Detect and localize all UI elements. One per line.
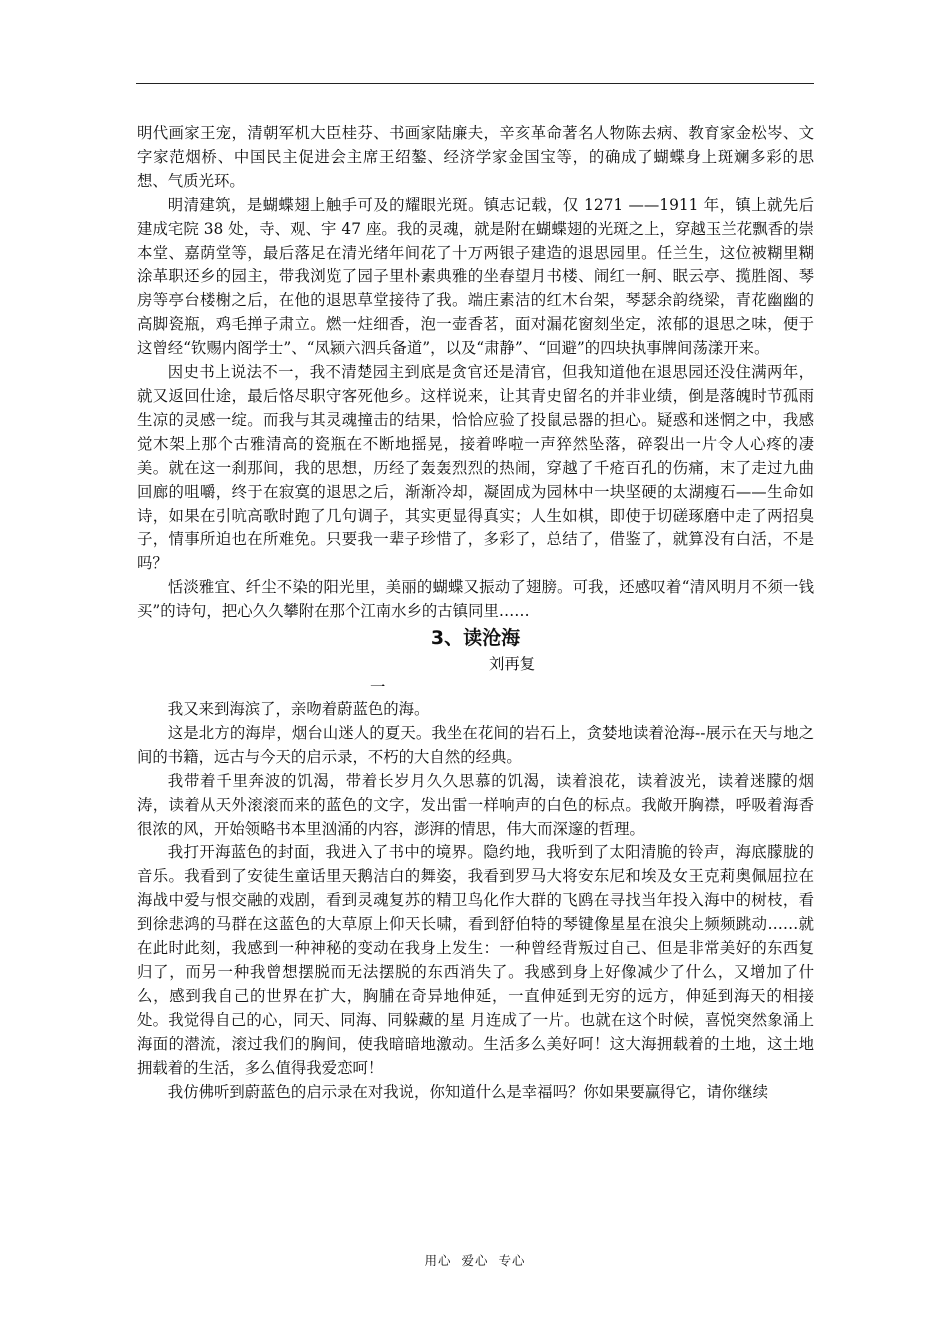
paragraph: 我又来到海滨了，亲吻着蔚蓝色的海。 <box>167 700 430 719</box>
part-number: 一 <box>370 678 386 697</box>
paragraph: 我打开海蓝色的封面，我进入了书中的境界。隐约地，我听到了太阳清脆的铃声，海底朦胧的音乐。我看到了安徒生童话里天鹅洁白的舞姿，我看到罗马大将安东尼和埃及女王克莉奥佩屈拉在海战中爱与恨交融的戏剧，看到灵魂复苏的精卫鸟化作大群的飞鸥在寻找当年投入海中的树枝，看到徐悲鸿的马群在这蓝色的大草原上仰天长啸，看到舒伯特的琴键像星星在浪尖上频频跳动……就在此时此刻，我感到一种神秘的变动在我身上发生：一种曾经背叛过自己、但是非常美好的东西复归了，而另一种我曾想摆脱而无法摆脱的东西消失了。我感到身上好像减少了什么，又增加了什么，感到我自己的世界在扩大，胸脯在奇异地伸延，一直伸延到无穷的远方，伸延到海天的相接处。我觉得自己的心，同天、同海、同躲藏的星 月连成了一片。也就在这个时候，喜悦突然象涌上海面的潜流，滚过我们的胸间，使我暗暗地激动。生活多么美好呵！这大海拥载着的土地，这土地拥载着的生活，多么值得我爱恋呵！ <box>137 843 814 1077</box>
section-title: 3、读沧海 <box>430 627 521 650</box>
page-footer: 用心 爱心 专心 <box>424 1253 526 1268</box>
paragraph: 这是北方的海岸，烟台山迷人的夏天。我坐在花间的岩石上，贪婪地读着沧海--展示在天与地之间的书籍，远古与今天的启示录，不朽的大自然的经典。 <box>137 723 814 766</box>
paragraph: 我带着千里奔波的饥渴，带着长岁月久久思慕的饥渴，读着浪花，读着波光，读着迷朦的烟涛，读着从天外滚滚而来的蓝色的文字，发出雷一样响声的白色的标点。我敞开胸襟，呼吸着海香很浓的风，开始领略书本里汹涌的内容，澎湃的情思，伟大而深邃的哲理。 <box>137 771 814 838</box>
paragraph: 明清建筑，是蝴蝶翅上触手可及的耀眼光斑。镇志记载，仅 1271 ——1911 年，镇上就先后建成宅院 38 处，寺、观、宇 47 座。我的灵魂，就是附在蝴蝶翅的光斑之上，穿越玉兰花飘香的崇本堂、嘉荫堂等，最后落足在清光绪年间花了十万两银子建造的退思园里。任兰生，这位被糊里糊涂革职还乡的园主，带我浏览了园子里朴素典雅的坐春望月书楼、闹红一舸、眠云亭、揽胜阁、琴房等亭台楼榭之后，在他的退思草堂接待了我。端庄素洁的红木台架，琴瑟余韵绕梁，青花幽幽的高脚瓷瓶，鸡毛掸子肃立。燃一炷细香，泡一壶香茗，面对漏花窗刻坐定，浓郁的退思之味，便于这曾经“钦赐内阁学士”、“凤颍六泗兵备道”，以及“肃静”、“回避”的四块执事牌间荡漾开来。 <box>137 195 814 358</box>
paragraph: 我仿佛听到蔚蓝色的启示录在对我说，你知道什么是幸福吗？你如果要赢得它，请你继续 <box>167 1082 769 1101</box>
paragraph-continuation: 明代画家王宠，清朝军机大臣桂芬、书画家陆廉夫，辛亥革命著名人物陈去病、教育家金松岑、文字家范烟桥、中国民主促进会主席王绍鏊、经济学家金国宝等，的确成了蝴蝶身上斑斓多彩的思想、气质光环。 <box>137 124 814 190</box>
header-rule <box>136 83 814 84</box>
paragraph: 恬淡雅宜、纤尘不染的阳光里，美丽的蝴蝶又振动了翅膀。可我，还感叹着“清风明月不须一钱买”的诗句，把心久久攀附在那个江南水乡的古镇同里…… <box>137 578 814 621</box>
author-name: 刘再复 <box>489 655 536 674</box>
document-body <box>137 122 814 1104</box>
paragraph: 因史书上说法不一，我不清楚园主到底是贪官还是清官，但我知道他在退思园还没住满两年，就又返回仕途，最后恪尽职守客死他乡。这样说来，让其青史留名的并非业绩，倒是落魄时节孤雨生凉的灵感一绽。而我与其灵魂撞击的结果，恰恰应验了投鼠忌器的担心。疑惑和迷惘之中，我感觉木架上那个古雅清高的瓷瓶在不断地摇晃，接着哗啦一声猝然坠落，碎裂出一片令人心疼的凄美。就在这一刹那间，我的思想，历经了轰轰烈烈的热闹，穿越了千疮百孔的伤痛，末了走过九曲回廊的咀嚼，终于在寂寞的退思之后，渐渐冷却，凝固成为园林中一块坚硬的太湖瘦石——生命如诗，如果在引吭高歌时跑了几句调子，其实更显得真实；人生如棋，即使于切磋琢磨中走了两招臭子，情事所迫也在所难免。只要我一辈子珍惜了，多彩了，总结了，借鉴了，就算没有白活，不是吗？ <box>137 363 814 573</box>
